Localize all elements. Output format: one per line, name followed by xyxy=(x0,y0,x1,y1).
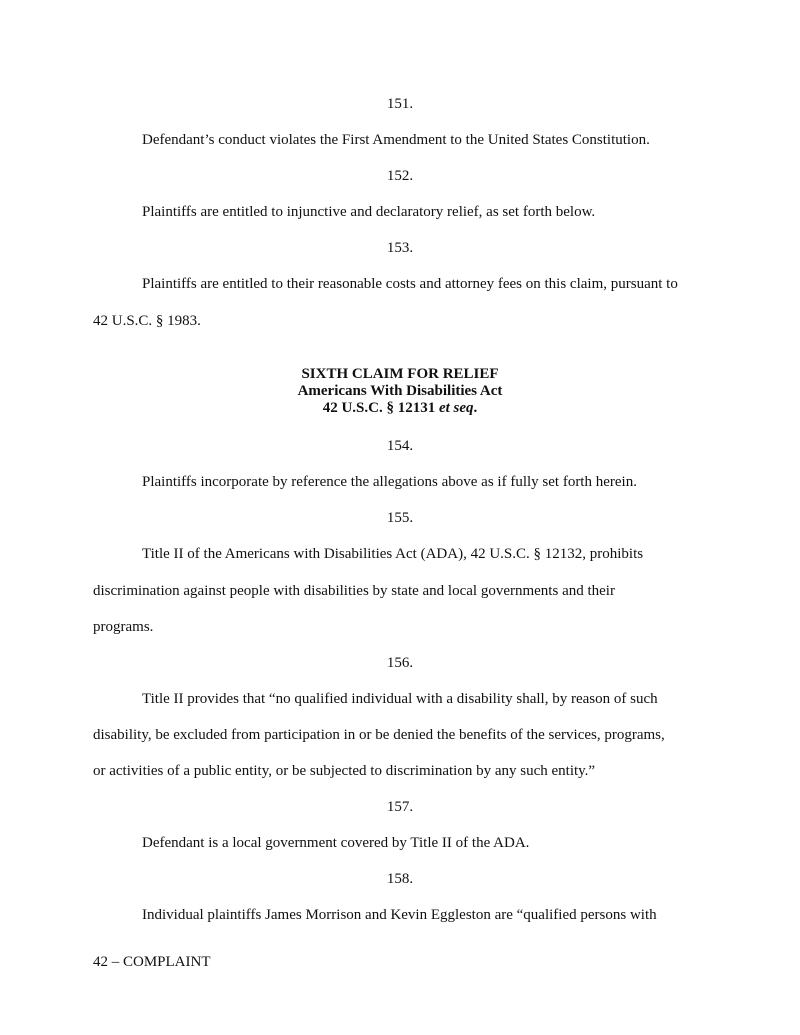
page-footer: 42 – COMPLAINT xyxy=(93,954,211,970)
paragraph-number: 153. xyxy=(386,240,414,256)
citation-suffix: . xyxy=(473,400,478,416)
paragraph-text: Individual plaintiffs James Morrison and Kevin Eggleston are “qualified persons with xyxy=(142,907,657,923)
paragraph-text: Plaintiffs are entitled to their reasonable costs and attorney fees on this claim, pursuant to xyxy=(142,276,678,292)
paragraph-text: 42 U.S.C. § 1983. xyxy=(93,313,201,329)
paragraph-number: 158. xyxy=(386,871,414,887)
paragraph-text: Title II provides that “no qualified individual with a disability shall, by reason of such xyxy=(142,691,658,707)
paragraph-text: discrimination against people with disabilities by state and local governments and their xyxy=(93,583,615,599)
claim-citation xyxy=(0,400,800,416)
paragraph-text: programs. xyxy=(93,619,154,635)
paragraph-number: 157. xyxy=(386,799,414,815)
citation-italic: et seq xyxy=(438,400,474,416)
citation-prefix: 42 U.S.C. § 12131 xyxy=(322,400,439,416)
claim-title: SIXTH CLAIM FOR RELIEF xyxy=(301,366,499,382)
paragraph-text: Defendant is a local government covered by Title II of the ADA. xyxy=(142,835,530,851)
claim-subtitle: Americans With Disabilities Act xyxy=(297,383,503,399)
paragraph-number: 152. xyxy=(386,168,414,184)
paragraph-number: 154. xyxy=(386,438,414,454)
paragraph-text: Plaintiffs are entitled to injunctive and declaratory relief, as set forth below. xyxy=(142,204,596,220)
paragraph-text: Defendant’s conduct violates the First Amendment to the United States Constitution. xyxy=(142,132,650,148)
paragraph-text: or activities of a public entity, or be subjected to discrimination by any such entity.” xyxy=(93,763,596,779)
paragraph-number: 155. xyxy=(386,510,414,526)
paragraph-number: 156. xyxy=(386,655,414,671)
paragraph-text: Plaintiffs incorporate by reference the allegations above as if fully set forth herein. xyxy=(142,474,637,490)
paragraph-text: disability, be excluded from participation in or be denied the benefits of the services, programs, xyxy=(93,727,665,743)
paragraph-number: 151. xyxy=(386,96,414,112)
paragraph-text: Title II of the Americans with Disabilities Act (ADA), 42 U.S.C. § 12132, prohibits xyxy=(142,546,644,562)
